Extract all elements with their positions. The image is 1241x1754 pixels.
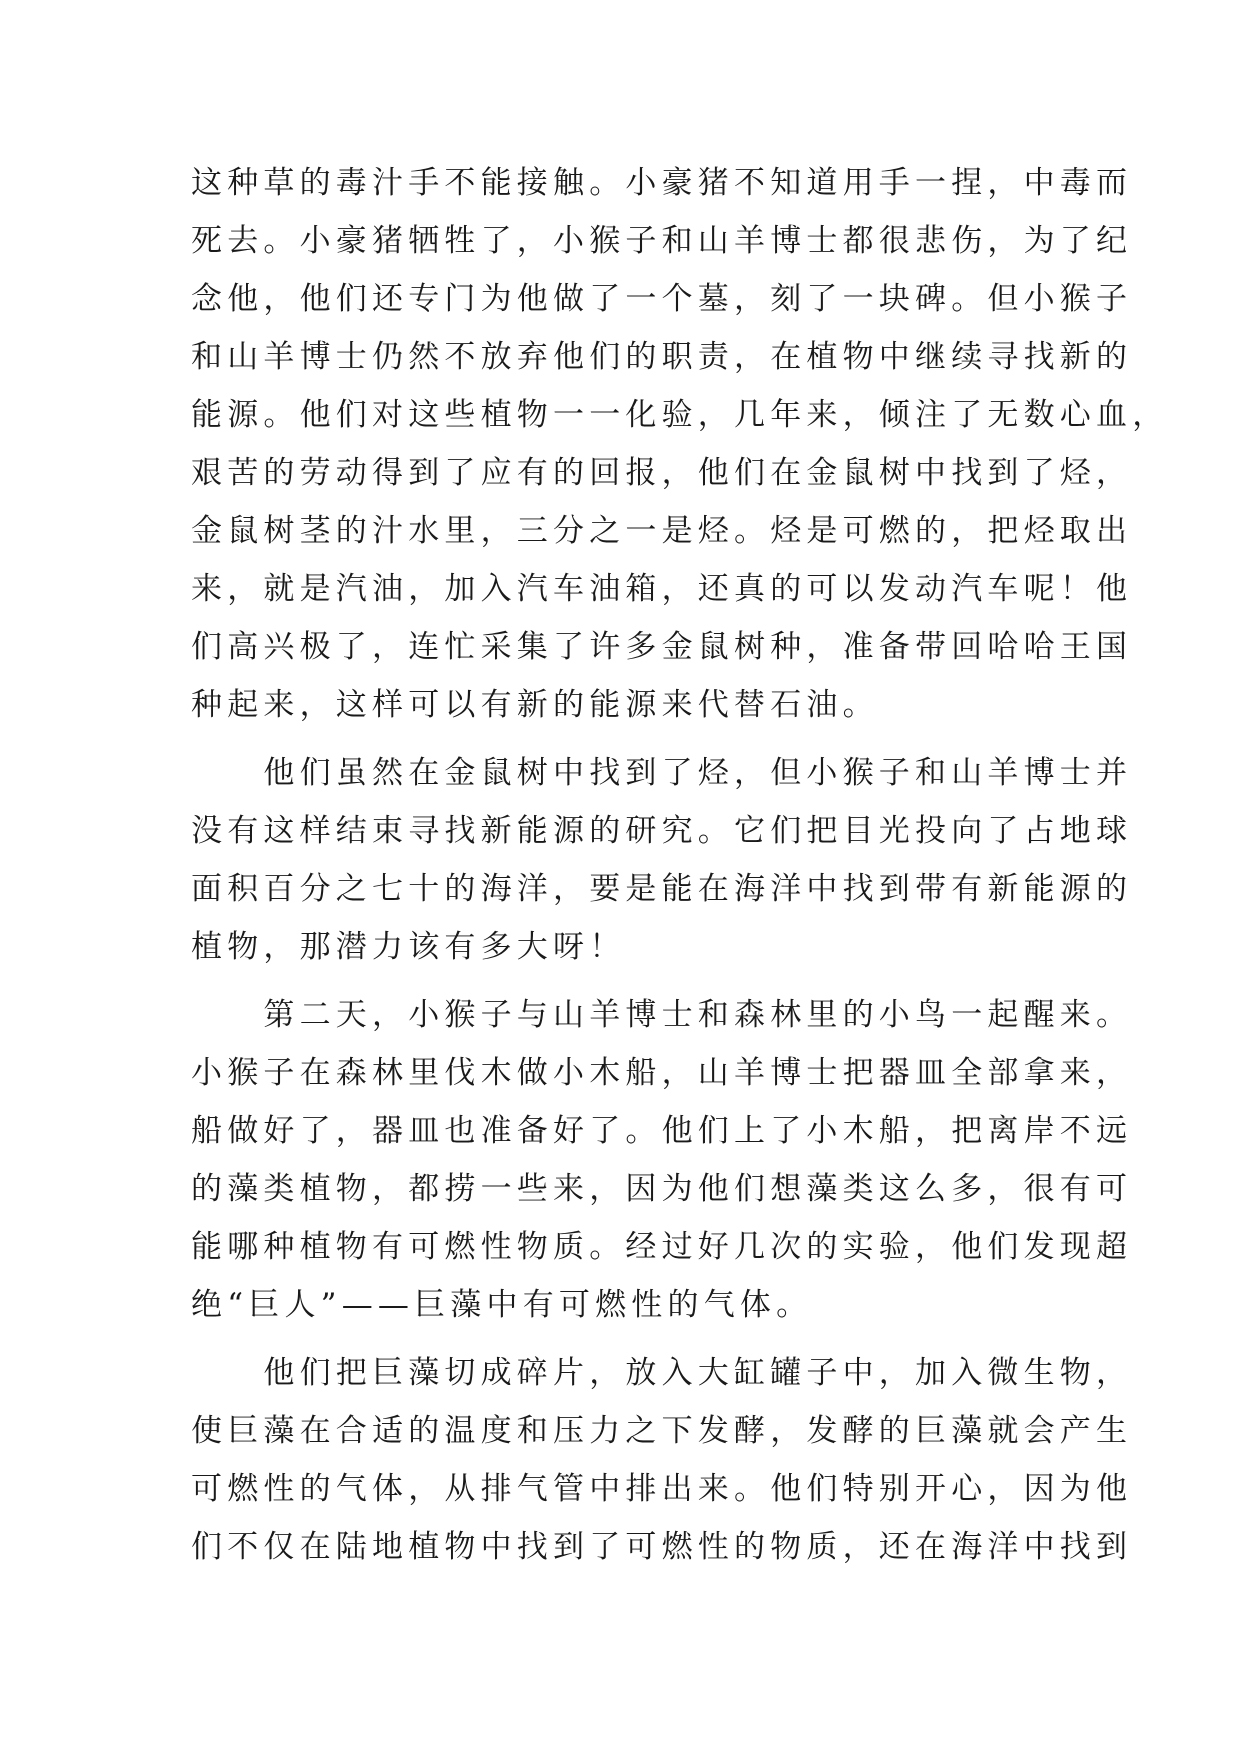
paragraph-gap bbox=[191, 976, 1058, 986]
text-line: 绝“巨人”——巨藻中有可燃性的气体。 bbox=[191, 1287, 813, 1323]
text-line: 死去。小豪猪牺牲了，小猴子和山羊博士都很悲伤，为了纪 bbox=[191, 223, 1133, 259]
paragraph-3 bbox=[191, 986, 1133, 1334]
paragraph-4 bbox=[191, 1344, 1133, 1576]
text-line: 他们虽然在金鼠树中找到了烃，但小猴子和山羊博士并 bbox=[191, 755, 1133, 791]
text-line: 第二天，小猴子与山羊博士和森林里的小鸟一起醒来。 bbox=[191, 997, 1133, 1033]
text-line: 船做好了，器皿也准备好了。他们上了小木船，把离岸不远 bbox=[191, 1113, 1133, 1149]
text-line: 植物，那潜力该有多大呀！ bbox=[191, 929, 626, 965]
document-body bbox=[191, 154, 1169, 1576]
text-line: 金鼠树茎的汁水里，三分之一是烃。烃是可燃的，把烃取出 bbox=[191, 513, 1133, 549]
text-line: 面积百分之七十的海洋，要是能在海洋中找到带有新能源的 bbox=[191, 871, 1133, 907]
text-line: 这种草的毒汁手不能接触。小豪猪不知道用手一捏，中毒而 bbox=[191, 165, 1133, 201]
text-line: 念他，他们还专门为他做了一个墓，刻了一块碑。但小猴子 bbox=[191, 281, 1133, 317]
text-line: 艰苦的劳动得到了应有的回报，他们在金鼠树中找到了烃， bbox=[191, 455, 1133, 491]
text-line: 种起来，这样可以有新的能源来代替石油。 bbox=[191, 687, 879, 723]
paragraph-2 bbox=[191, 744, 1133, 976]
text-line: 们高兴极了，连忙采集了许多金鼠树种，准备带回哈哈王国 bbox=[191, 629, 1133, 665]
text-line: 没有这样结束寻找新能源的研究。它们把目光投向了占地球 bbox=[191, 813, 1133, 849]
text-line: 来，就是汽油，加入汽车油箱，还真的可以发动汽车呢！他 bbox=[191, 571, 1133, 607]
text-line: 能哪种植物有可燃性物质。经过好几次的实验，他们发现超 bbox=[191, 1229, 1133, 1265]
text-line: 小猴子在森林里伐木做小木船，山羊博士把器皿全部拿来， bbox=[191, 1055, 1133, 1091]
paragraph-gap bbox=[191, 1334, 1058, 1344]
text-line: 的藻类植物，都捞一些来，因为他们想藻类这么多，很有可 bbox=[191, 1171, 1133, 1207]
text-line: 和山羊博士仍然不放弃他们的职责，在植物中继续寻找新的 bbox=[191, 339, 1133, 375]
paragraph-gap bbox=[191, 734, 1058, 744]
text-line: 使巨藻在合适的温度和压力之下发酵，发酵的巨藻就会产生 bbox=[191, 1413, 1133, 1449]
paragraph-1 bbox=[191, 154, 1169, 734]
text-line: 们不仅在陆地植物中找到了可燃性的物质，还在海洋中找到 bbox=[191, 1529, 1133, 1565]
text-line: 能源。他们对这些植物一一化验，几年来，倾注了无数心血， bbox=[191, 397, 1169, 433]
text-line: 可燃性的气体，从排气管中排出来。他们特别开心，因为他 bbox=[191, 1471, 1133, 1507]
text-line: 他们把巨藻切成碎片，放入大缸罐子中，加入微生物， bbox=[191, 1355, 1133, 1391]
